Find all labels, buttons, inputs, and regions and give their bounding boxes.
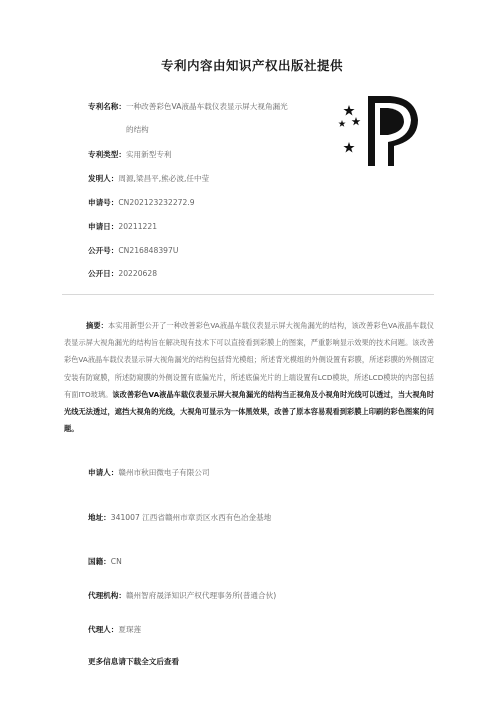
abstract: [64, 317, 434, 437]
field-patent-name: [88, 101, 288, 112]
value-publication-number: CN216848397U: [118, 246, 179, 255]
emblem-inner: [380, 108, 404, 135]
label-agent: 代理人：: [88, 625, 119, 634]
divider: [62, 294, 434, 295]
value-application-date: 20211221: [118, 222, 158, 231]
field-inventors: [88, 173, 209, 184]
label-application-number: 申请号：: [88, 198, 119, 207]
star-4-icon: [343, 142, 354, 153]
page-title: 专利内容由知识产权出版社提供: [160, 58, 343, 73]
value-patent-name: 一种改善彩色VA液晶车载仪表显示屏大视角漏光: [125, 102, 288, 111]
label-publication-number: 公开号：: [88, 246, 119, 255]
value-publication-date: 20220628: [118, 269, 158, 278]
field-publication-number: [88, 245, 178, 256]
field-agency: [88, 590, 276, 601]
abstract-end: 该改善彩色VA液晶车载仪表显示屏大视角漏光的结构当正视角及小视角时光线可以透过，当大视角时光线无法透过，遮挡大视角的光线，大视角可显示为一体黑效果，改善了原本容易观看到彩膜上印刷的彩色图案的问题。: [64, 389, 434, 434]
field-publication-date: [88, 268, 157, 279]
value-patent-type: 实用新型专利: [125, 150, 172, 159]
label-country: 国籍：: [88, 557, 111, 566]
label-applicant: 申请人：: [88, 468, 119, 477]
label-application-date: 申请日：: [88, 222, 119, 231]
value-agent: 夏琛莲: [118, 625, 142, 634]
field-agent: [88, 624, 141, 635]
abstract-label: 摘要：: [86, 321, 108, 330]
star-2-icon: [352, 117, 361, 125]
value-patent-name-cont: 的结构: [126, 125, 149, 134]
label-address: 地址：: [88, 513, 111, 522]
value-country: CN: [110, 557, 122, 566]
label-publication-date: 公开日：: [88, 269, 119, 278]
value-agency: 赣州智府晟泽知识产权代理事务所(普通合伙): [125, 591, 277, 600]
field-applicant: [88, 467, 210, 478]
label-agency: 代理机构：: [88, 591, 126, 600]
abstract-body: 本实用新型公开了一种改善彩色VA液晶车载仪表显示屏大视角漏光的结构，该改善彩色VA液晶车载仪表显示屏大视角漏光的结构旨在解决现有技术下可以直接看到彩膜上的图案，严重影响显示效果的技术问题。该改善彩色VA液晶车载仪表显示屏大视角漏光的结构包括背光模组；所述背光模组的外侧设置有彩膜，所述彩膜的外侧固定安装有防窥膜，所述防窥膜的外侧设置有底偏光片，所述底偏光片的上端设置有LCD模块，所述LCD模块的内部包括有面ITO玻璃。: [64, 321, 434, 399]
label-patent-name: 专利名称：: [88, 102, 126, 111]
field-country: [88, 556, 122, 567]
star-3-icon: [338, 120, 345, 127]
field-address: [88, 512, 271, 523]
field-application-date: [88, 221, 157, 232]
more-info-note: 更多信息请下载全文后查看: [88, 657, 180, 666]
value-inventors: 周源,梁昌平,熊必波,任中莹: [118, 174, 210, 183]
field-patent-type: [88, 149, 172, 160]
value-application-number: CN202123232272.9: [118, 198, 195, 207]
value-address: 341007 江西省赣州市章贡区水西有色冶金基地: [110, 513, 272, 522]
label-patent-type: 专利类型：: [88, 150, 126, 159]
value-applicant: 赣州市秋田微电子有限公司: [118, 468, 210, 477]
publisher-logo: [330, 92, 430, 172]
field-application-number: [88, 197, 195, 208]
star-1-icon: [343, 105, 354, 116]
label-inventors: 发明人：: [88, 174, 119, 183]
